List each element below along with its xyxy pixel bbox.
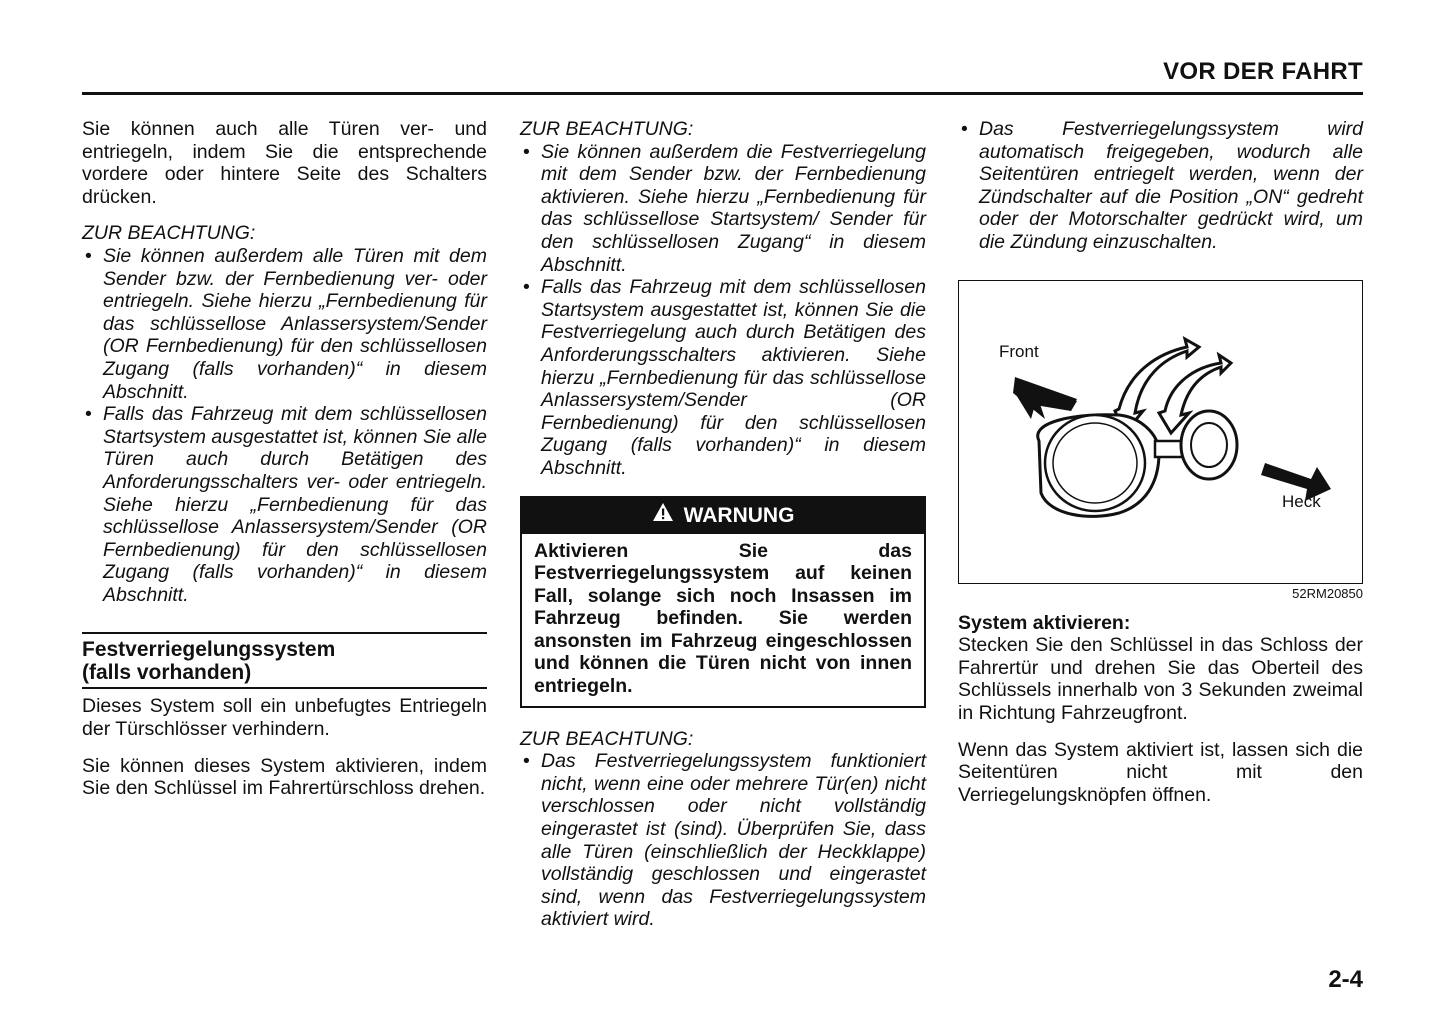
section-title-line2: (falls vorhanden) — [82, 661, 252, 685]
body-paragraph: Stecken Sie den Schlüssel in das Schloss der Fahrertür und drehen Sie das Oberteil des Schlüssels innerhalb von 3 Sekunden zweimal in Richtung Fahrzeugfront. — [958, 634, 1363, 724]
front-arrow-icon — [1013, 377, 1077, 419]
header-rule — [82, 92, 1363, 95]
note-label: ZUR BEACHTUNG: — [520, 727, 694, 750]
warning-title: WARNUNG — [683, 503, 795, 527]
note-item: • Das Festverriegelungssystem wird automatisch freigegeben, wodurch alle Seitentüren entriegelt werden, wenn der Zündschalter auf die Position „ON“ gedreht oder der Motorschalter gedrückt wird, um die Zündung einzuschalten. — [958, 118, 1363, 254]
note-label: ZUR BEACHTUNG: — [520, 118, 694, 140]
note-item: • Sie können außerdem die Festverriegelung mit dem Sender bzw. der Fernbedienung aktivieren. Siehe hierzu „Fernbedienung für das schlüssellose Startsystem/ Sender für den schlüssellosen Zugang“ in diesem Abschnitt. — [520, 141, 926, 277]
door-lock-diagram — [959, 281, 1362, 583]
warning-box — [520, 496, 926, 708]
note-item: • Falls das Fahrzeug mit dem schlüssellosen Startsystem ausgestattet ist, können Sie alle Türen auch durch Betätigen des Anforderungsschalters ver- oder entriegeln. Siehe hierzu „Fernbedienung für das schlüssellose Anlassersystem/Sender (OR Fernbedienung) für den schlüssellosen Zugang (falls vorhanden)“ in diesem Abschnitt. — [82, 403, 487, 606]
section-title-line1: Festverriegelungssystem — [82, 638, 336, 662]
body-paragraph: Wenn das System aktiviert ist, lassen sich die Seitentüren nicht mit den Verriegelungsknöpfen öffnen. — [958, 738, 1363, 806]
page-header-title: VOR DER FAHRT — [1163, 58, 1363, 85]
warning-text: Aktivieren Sie das Festverriegelungssystem auf keinen Fall, solange sich noch Insassen im Fahrzeug befinden. Sie werden ansonsten im Fahrzeug eingeschlossen und können die Türen nicht von innen entriegeln. — [534, 539, 912, 698]
note-label: ZUR BEACHTUNG: — [82, 222, 256, 245]
column-left — [82, 118, 487, 800]
front-label: Front — [999, 341, 1039, 361]
note-item: • Falls das Fahrzeug mit dem schlüssellosen Startsystem ausgestattet ist, können Sie die Festverriegelung auch durch Betätigen des Anforderungsschalters aktivieren. Siehe hierzu „Fernbedienung für das schlüssellose Anlassersystem/Sender (OR Fernbedienung) für den schlüssellosen Zugang (falls vorhanden)“ in diesem Abschnitt. — [520, 276, 926, 479]
note-item: • Sie können außerdem alle Türen mit dem Sender bzw. der Fernbedienung ver- oder entriegeln. Siehe hierzu „Fernbedienung für das schlüssellose Anlassersystem/Sender (OR Fernbedienung) für den schlüssellosen Zugang (falls vorhanden)“ in diesem Abschnitt. — [82, 245, 487, 403]
subheading: System aktivieren: — [958, 611, 1131, 634]
note-list — [82, 245, 487, 607]
intro-paragraph: Sie können auch alle Türen ver- und entriegeln, indem Sie die entsprechende vordere oder hintere Seite des Schalters drücken. — [82, 118, 487, 208]
warning-triangle-icon — [652, 498, 674, 534]
note-list — [958, 118, 1363, 254]
section-heading — [82, 632, 487, 689]
note-item: • Das Festverriegelungssystem funktioniert nicht, wenn eine oder mehrere Tür(en) nicht verschlossen oder nicht vollständig eingerastet ist (sind). Überprüfen Sie, dass alle Türen (einschließlich der Heckklappe) vollständig geschlossen und eingerastet sind, wenn das Festverriegelungssystem aktiviert wird. — [520, 750, 926, 931]
note-list — [520, 750, 926, 931]
key-cylinder-icon — [1038, 411, 1237, 516]
lock-illustration — [958, 280, 1363, 584]
note-list — [520, 141, 926, 480]
figure-id: 52RM20850 — [1292, 585, 1363, 601]
column-right — [958, 118, 1363, 806]
column-middle — [520, 118, 926, 931]
warning-header — [522, 498, 924, 534]
page-number: 2-4 — [1328, 966, 1363, 993]
body-paragraph: Dieses System soll ein unbefugtes Entriegeln der Türschlösser verhindern. — [82, 695, 487, 741]
body-paragraph: Sie können dieses System aktivieren, indem Sie den Schlüssel im Fahrertürschloss drehen. — [82, 754, 487, 800]
rear-label: Heck — [1282, 491, 1321, 511]
